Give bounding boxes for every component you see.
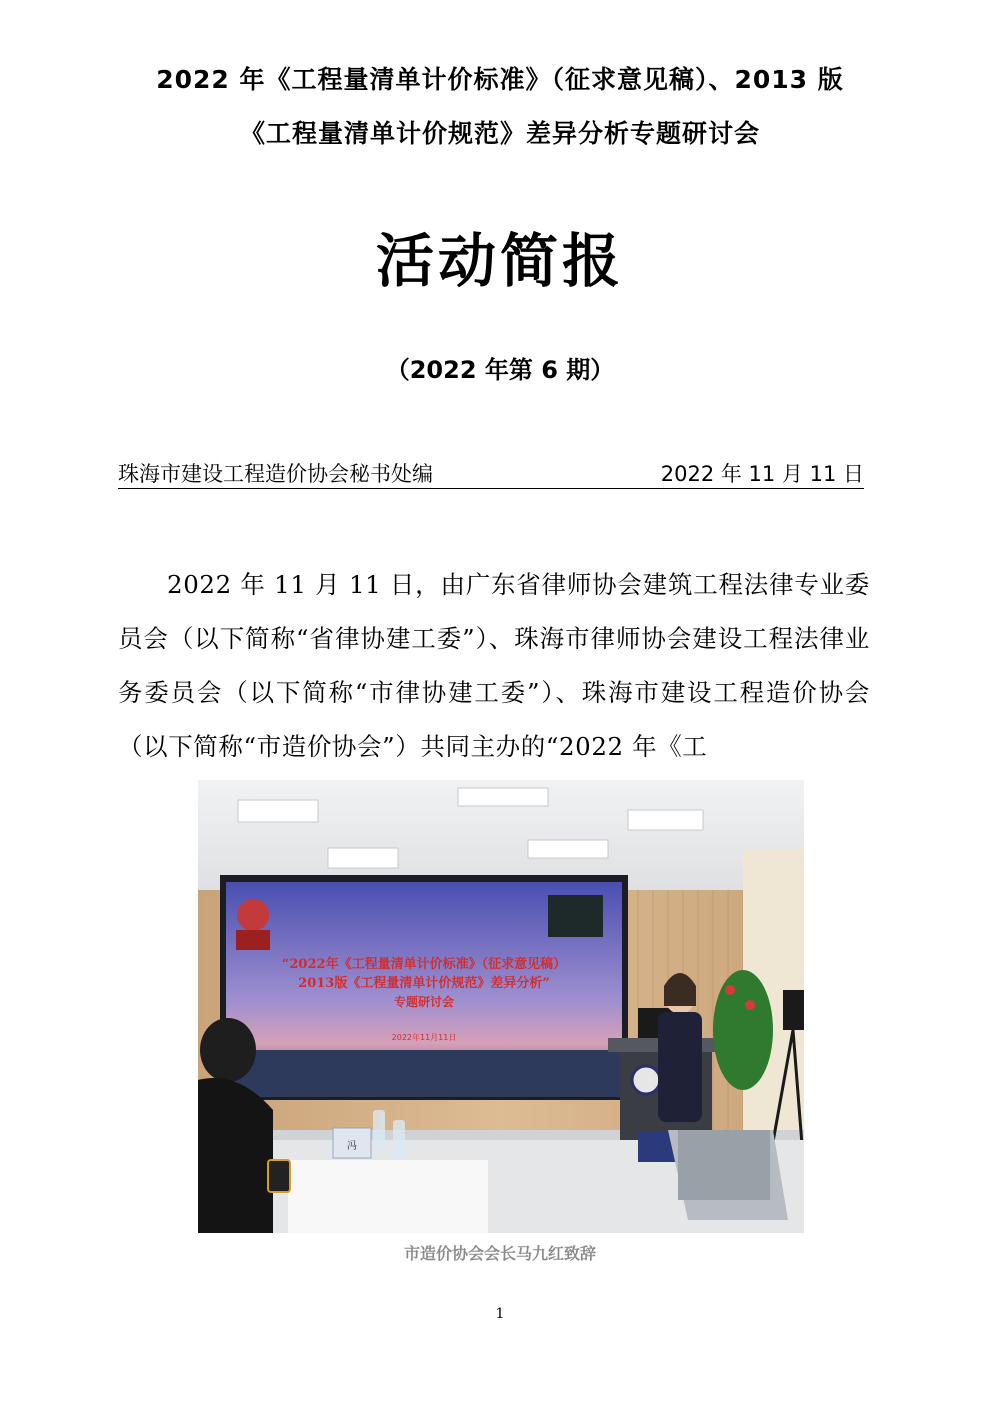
- nameplate-left: 冯: [347, 1141, 357, 1152]
- bulletin-headline: 活动简报: [375, 227, 624, 295]
- screen-text-line-3: 专题研讨会: [393, 995, 455, 1009]
- publisher-line: [118, 456, 864, 489]
- publish-date: 2022 年 11 月 11 日: [660, 462, 864, 486]
- publisher-name: 珠海市建设工程造价协会秘书处编: [118, 462, 433, 486]
- screen-date: 2022年11月11日: [391, 1033, 457, 1042]
- event-photo: [198, 780, 804, 1233]
- screen-text-line-1: “2022年《工程量清单计价标准》（征求意见稿）: [281, 957, 567, 972]
- issue-number: （2022 年第 6 期）: [385, 356, 615, 384]
- event-photo-illustration: [198, 780, 804, 1233]
- page-number: 1: [495, 1306, 505, 1322]
- title-line-2: 《工程量清单计价规范》差异分析专题研讨会: [239, 119, 760, 148]
- title-line-1: 2022 年《工程量清单计价标准》（征求意见稿）、2013 版: [156, 65, 844, 94]
- photo-caption: 市造价协会会长马九红致辞: [403, 1244, 596, 1263]
- screen-text-line-2: 2013版《工程量清单计价规范》差异分析”: [298, 976, 550, 991]
- body-paragraph: 2022 年 11 月 11 日，由广东省律师协会建筑工程法律专业委员会（以下简称“省律协建工委”）、珠海市律师协会建设工程法律业务委员会（以下简称“市律协建工委”）、珠海市建设工程造价协会（以下简称“市造价协会”）共同主办的“2022 年《工: [118, 570, 870, 761]
